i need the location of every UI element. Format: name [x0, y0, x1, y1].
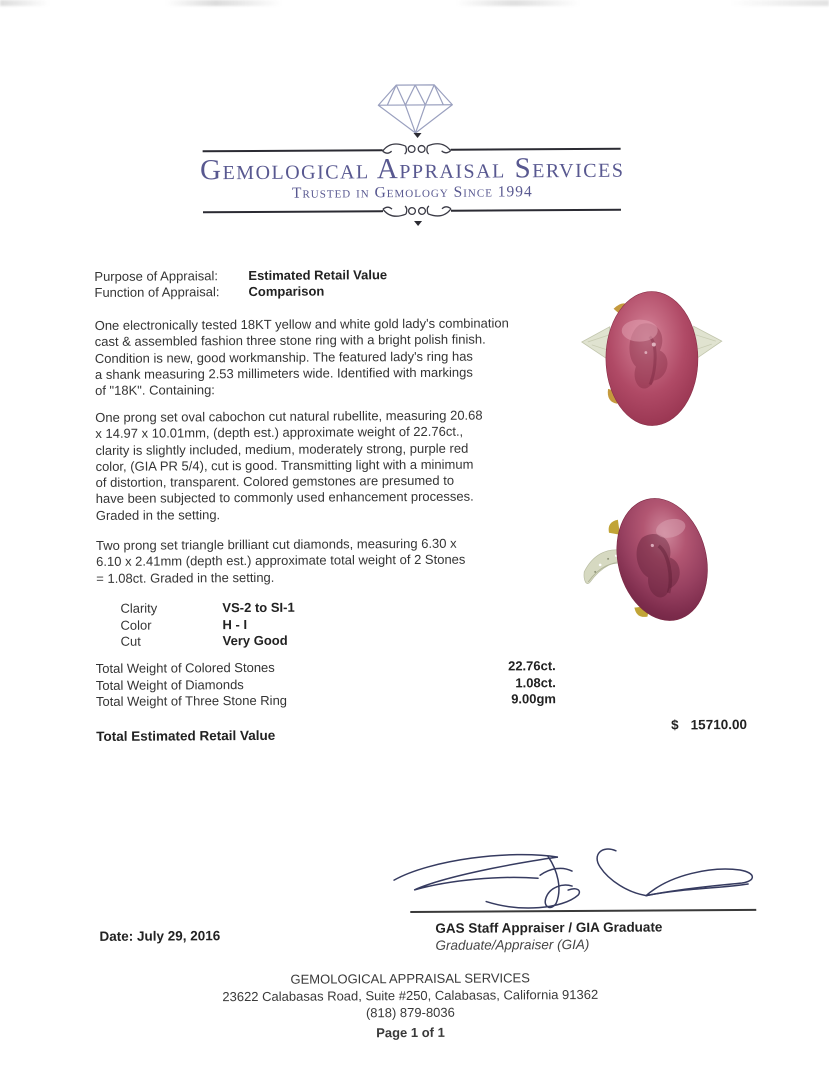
- header-rule-top-left: [203, 149, 383, 152]
- total-value-diamonds: 1.08ct.: [515, 674, 556, 691]
- header-rule-bottom-left: [203, 210, 383, 213]
- total-label-ring: Total Weight of Three Stone Ring: [95, 693, 288, 710]
- brand-tagline: Trusted in Gemology Since 1994: [291, 183, 533, 202]
- ring-photo-top: [571, 286, 732, 432]
- footer-phone: (818) 879-8036: [365, 1004, 455, 1021]
- page-number: Page 1 of 1: [376, 1024, 445, 1041]
- grade-value-cut: Very Good: [222, 632, 288, 649]
- signer-subtitle: Graduate/Appraiser (GIA): [435, 936, 590, 953]
- brand-title: Gemological Appraisal Services: [199, 151, 625, 187]
- grade-value-color: H - I: [222, 616, 248, 632]
- description-paragraph-rubellite: One prong set oval cabochon cut natural rubellite, measuring 20.68 x 14.97 x 10.01mm, (depth est.) approximate weight of 22.76ct., clarity is slightly included, medium, moderately strong, purple red color, (GIA PR 5/4), cut is good. Transmitting light with a minimum of distortion, transparent. Colored gemstones are presumed to have been subjected to commonly used enhancement processes. Graded in the setting.: [95, 407, 483, 523]
- ring-photo-bottom: [578, 491, 724, 637]
- total-label-diamonds: Total Weight of Diamonds: [95, 676, 244, 693]
- grade-value-clarity: VS-2 to SI-1: [222, 599, 295, 616]
- date-label: Date:: [99, 928, 134, 944]
- diamond-logo-icon: [375, 82, 455, 136]
- footer-address: 23622 Calabasas Road, Suite #250, Calabasas, California 91362: [222, 986, 599, 1005]
- purpose-row: [94, 267, 387, 285]
- table-row: [120, 616, 294, 634]
- table-row: [96, 692, 556, 712]
- appraiser-signature: [390, 844, 762, 916]
- signer-title: GAS Staff Appraiser / GIA Graduate: [435, 919, 663, 936]
- description-paragraph-diamonds: Two prong set triangle brilliant cut diamonds, measuring 6.30 x 6.10 x 2.41mm (depth est.) approximate total weight of 2 Stones = 1.08ct. Graded in the setting.: [95, 535, 466, 586]
- diamond-grade-table: [120, 600, 295, 651]
- date-row: [99, 928, 220, 945]
- gold-prong: [609, 520, 620, 535]
- table-row: [121, 633, 295, 651]
- scroll-ornament-bottom-icon: [381, 201, 453, 221]
- description-paragraph-ring: One electronically tested 18KT yellow and white gold lady's combination cast & assembled fashion three stone ring with a bright polish finish. Condition is new, good workmanship. The featured lady's ring has a shank measuring 2.53 millimeters wide. Identified with markings of "18K". Containing:: [94, 315, 509, 399]
- grade-label-color: Color: [120, 617, 152, 633]
- total-value-colored-stones: 22.76ct.: [508, 658, 556, 674]
- retail-value-amount: [671, 717, 747, 732]
- currency-symbol: $: [671, 717, 679, 733]
- purpose-label: Purpose of Appraisal:: [94, 268, 219, 284]
- retail-value-label: Total Estimated Retail Value: [96, 727, 276, 744]
- function-row: [94, 284, 324, 302]
- retail-amount: 15710.00: [690, 716, 748, 733]
- culet-mark-top: [414, 133, 422, 138]
- header-rule-top-right: [451, 148, 621, 151]
- table-row: [120, 600, 294, 618]
- grade-label-cut: Cut: [120, 633, 141, 649]
- totals-table: [96, 658, 556, 711]
- date-value: July 29, 2016: [136, 928, 221, 944]
- culet-mark-bottom: [414, 221, 422, 226]
- function-label: Function of Appraisal:: [94, 284, 220, 300]
- total-label-colored-stones: Total Weight of Colored Stones: [95, 659, 275, 676]
- header-rule-bottom-right: [451, 209, 621, 212]
- footer-company: GEMOLOGICAL APPRAISAL SERVICES: [290, 970, 530, 987]
- total-value-ring: 9.00gm: [511, 691, 557, 707]
- function-value: Comparison: [248, 283, 325, 300]
- grade-label-clarity: Clarity: [120, 600, 158, 616]
- purpose-value: Estimated Retail Value: [248, 267, 388, 284]
